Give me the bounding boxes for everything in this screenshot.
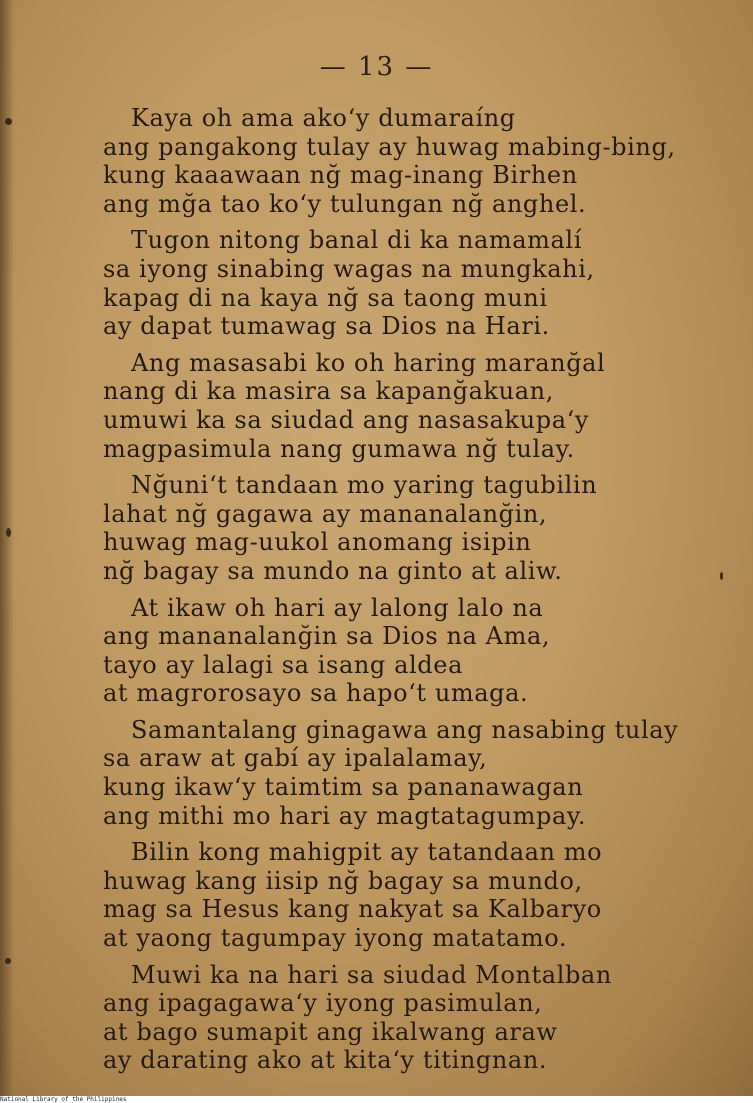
poem-line: ang mananalanğin sa Dios na Ama,: [103, 622, 551, 651]
ink-speck: [5, 118, 12, 125]
poem-line: Tugon nitong banal di ka namamalí: [131, 226, 582, 255]
poem-line: Muwi ka na hari sa siudad Montalban: [131, 960, 612, 989]
stanza: [103, 716, 693, 830]
page-edge-shadow: [0, 0, 14, 1096]
poem-line: lahat nğ gagawa ay mananalanğin,: [103, 499, 548, 528]
stanza: [103, 961, 693, 1075]
poem-line: kung ikaw‘y taimtim sa pananawagan: [103, 773, 584, 802]
poem-line: magpasimula nang gumawa nğ tulay.: [103, 434, 575, 463]
stanza: [103, 594, 693, 708]
poem-line: Bilin kong mahigpit ay tatandaan mo: [131, 838, 603, 867]
poem-line: nang di ka masira sa kapanğakuan,: [103, 377, 554, 406]
poem-line: at yaong tagumpay iyong matatamo.: [103, 924, 568, 953]
poem-line: ang mğa tao ko‘y tulungan nğ anghel.: [103, 189, 587, 218]
poem-line: Ang masasabi ko oh haring maranğal: [131, 348, 606, 377]
poem-line: kapag di na kaya nğ sa taong muni: [103, 283, 548, 312]
poem-line: sa araw at gabí ay ipalalamay,: [103, 744, 488, 773]
poem-line: At ikaw oh hari ay lalong lalo na: [131, 593, 544, 622]
page-number: — 13 —: [319, 52, 434, 82]
poem-line: at magrorosayo sa hapo‘t umaga.: [103, 679, 529, 708]
poem-line: tayo ay lalagi sa isang aldea: [103, 650, 463, 679]
poem-line: mag sa Hesus kang nakyat sa Kalbaryo: [103, 895, 602, 924]
poem-line: ay dapat tumawag sa Dios na Hari.: [103, 312, 550, 341]
ink-speck: [5, 958, 11, 964]
poem-line: Kaya oh ama ako‘y dumaraíng: [131, 104, 516, 132]
poem-line: nğ bagay sa mundo na ginto at aliw.: [103, 556, 563, 585]
poem-line: huwag mag-uukol anomang isipin: [103, 528, 532, 557]
stanza: [103, 471, 693, 585]
poem-line: ay darating ako at kita‘y titingnan.: [103, 1046, 548, 1075]
stanza: [103, 104, 693, 218]
poem-line: ang ipagagawa‘y iyong pasimulan,: [103, 989, 543, 1018]
poem-line: ang pangakong tulay ay huwag mabing-bing,: [103, 132, 676, 161]
ink-speck: [720, 572, 723, 580]
poem-line: Samantalang ginagawa ang nasabing tulay: [131, 715, 679, 744]
stanza: [103, 838, 693, 952]
ink-speck: [6, 528, 11, 537]
poem-line: at bago sumapit ang ikalwang araw: [103, 1017, 558, 1046]
poem-line: kung kaaawaan nğ mag-inang Birhen: [103, 161, 578, 190]
stanza: [103, 349, 693, 463]
poem-line: sa iyong sinabing wagas na mungkahi,: [103, 254, 595, 283]
poem-line: Nğuni‘t tandaan mo yaring tagubilin: [131, 471, 598, 500]
poem-line: ang mithi mo hari ay magtatagumpay.: [103, 801, 587, 830]
poem-body: [103, 104, 693, 1083]
stanza: [103, 226, 693, 340]
poem-line: umuwi ka sa siudad ang nasasakupa‘y: [103, 405, 589, 434]
poem-line: huwag kang iisip nğ bagay sa mundo,: [103, 866, 583, 895]
library-credit: National Library of the Philippines: [0, 1096, 753, 1103]
